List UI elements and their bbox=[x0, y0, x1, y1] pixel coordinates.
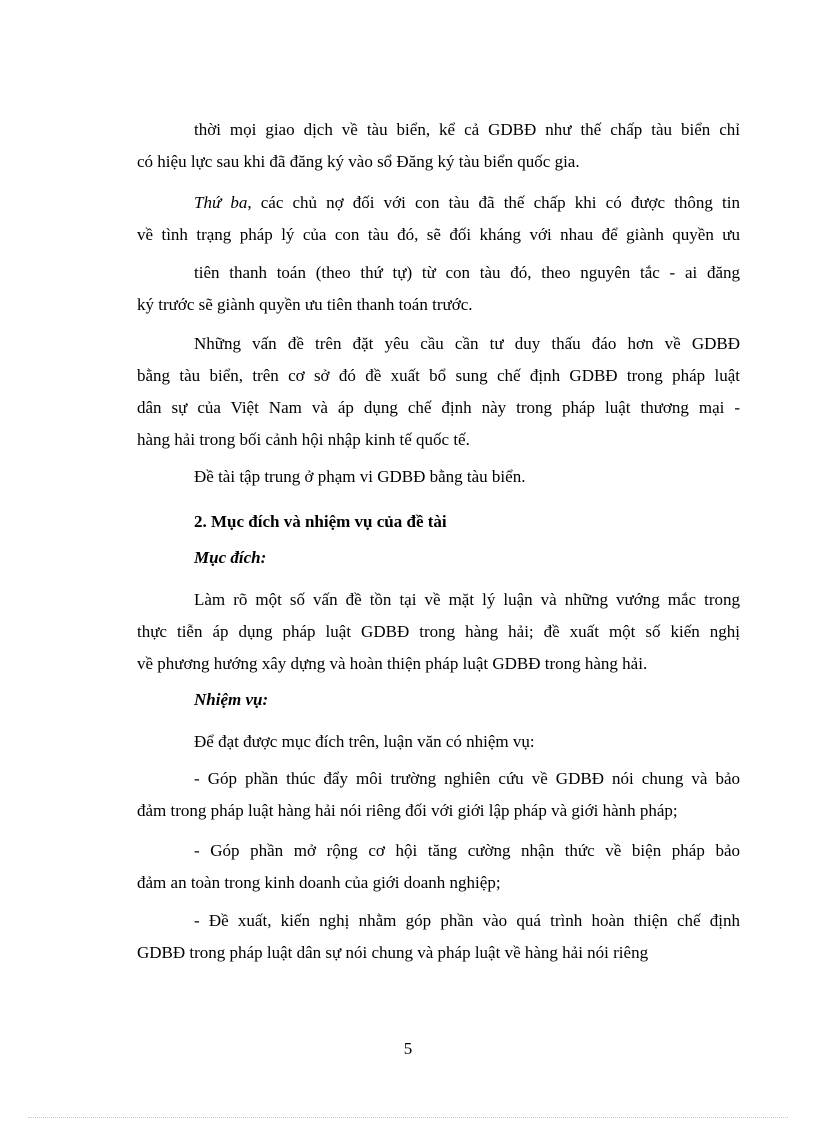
tasks-heading: Nhiệm vụ: bbox=[194, 690, 269, 709]
paragraph-line: dân sự của Việt Nam và áp dụng chế định này trong pháp luật thương mại - bbox=[137, 398, 740, 417]
paragraph-line bbox=[194, 192, 740, 214]
task-item-line: GDBĐ trong pháp luật dân sự nói chung và pháp luật về hàng hải nói riêng bbox=[137, 943, 649, 962]
paragraph-line: thực tiễn áp dụng pháp luật GDBĐ trong hàng hải; đề xuất một số kiến nghị bbox=[137, 622, 740, 641]
task-item-line: - Đề xuất, kiến nghị nhằm góp phần vào quá trình hoàn thiện chế định bbox=[194, 911, 740, 930]
paragraph-line: về tình trạng pháp lý của con tàu đó, sẽ đối kháng với nhau để giành quyền ưu bbox=[137, 225, 740, 244]
paragraph-line: về phương hướng xây dựng và hoàn thiện pháp luật GDBĐ trong hàng hải. bbox=[137, 654, 648, 673]
paragraph-line: Những vấn đề trên đặt yêu cầu cần tư duy thấu đáo hơn về GDBĐ bbox=[194, 334, 740, 353]
page-bottom-divider bbox=[28, 1117, 788, 1118]
paragraph-line: tiên thanh toán (theo thứ tự) từ con tàu đó, theo nguyên tắc - ai đăng bbox=[194, 263, 740, 282]
task-item-line: đảm an toàn trong kinh doanh của giới doanh nghiệp; bbox=[137, 873, 501, 892]
task-item-line: - Góp phần thúc đẩy môi trường nghiên cứu về GDBĐ nói chung và bảo bbox=[194, 769, 740, 788]
paragraph-line: bằng tàu biển, trên cơ sở đó đề xuất bổ sung chế định GDBĐ trong pháp luật bbox=[137, 366, 740, 385]
paragraph-line: hàng hải trong bối cảnh hội nhập kinh tế quốc tế. bbox=[137, 430, 470, 449]
task-item-line: - Góp phần mở rộng cơ hội tăng cường nhận thức về biện pháp bảo bbox=[194, 841, 740, 860]
tasks-intro: Để đạt được mục đích trên, luận văn có nhiệm vụ: bbox=[194, 732, 535, 751]
paragraph-line: Đề tài tập trung ở phạm vi GDBĐ bằng tàu biển. bbox=[194, 467, 526, 486]
paragraph-line: Làm rõ một số vấn đề tồn tại về mặt lý luận và những vướng mắc trong bbox=[194, 590, 740, 609]
paragraph-line: thời mọi giao dịch về tàu biển, kể cả GDBĐ như thế chấp tàu biển chỉ bbox=[194, 120, 740, 139]
task-item-line: đảm trong pháp luật hàng hải nói riêng đối với giới lập pháp và giới hành pháp; bbox=[137, 801, 678, 820]
paragraph-line: có hiệu lực sau khi đã đăng ký vào sổ Đăng ký tàu biển quốc gia. bbox=[137, 152, 580, 171]
paragraph-line: ký trước sẽ giành quyền ưu tiên thanh toán trước. bbox=[137, 295, 473, 314]
page-number: 5 bbox=[403, 1039, 413, 1058]
purpose-heading: Mục đích: bbox=[194, 548, 267, 567]
paragraph-text: , các chủ nợ đối với con tàu đã thế chấp khi có được thông tin bbox=[247, 193, 740, 212]
section-heading: 2. Mục đích và nhiệm vụ của đề tài bbox=[194, 512, 447, 531]
italic-lead: Thứ ba bbox=[194, 193, 248, 212]
